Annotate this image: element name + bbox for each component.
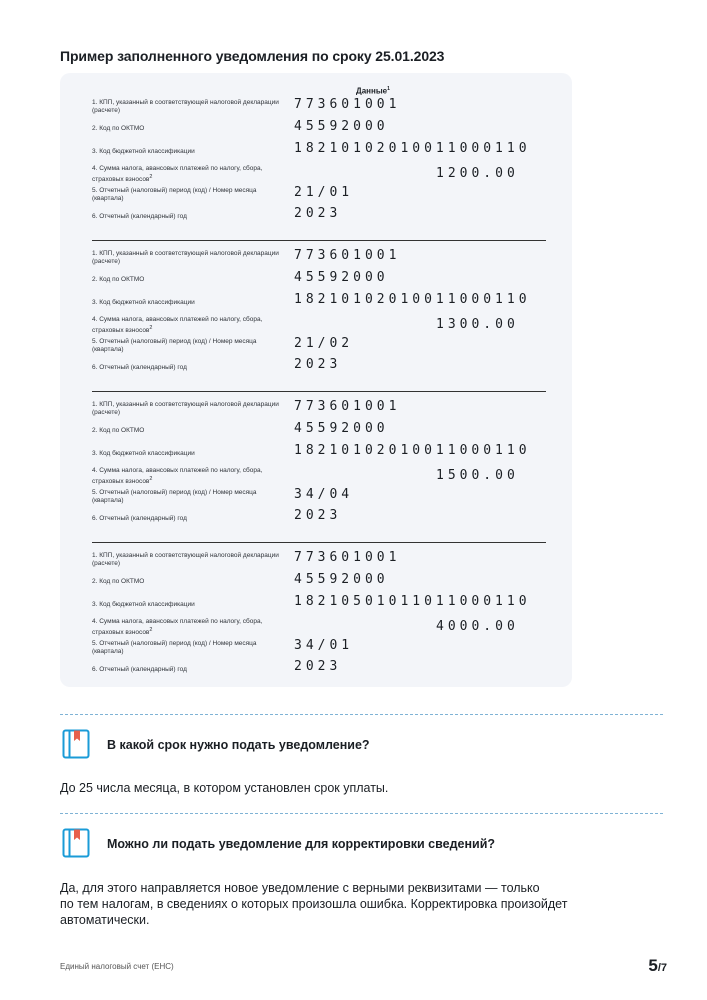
- value-sum: 4000.00: [436, 619, 519, 634]
- label-year: 6. Отчетный (календарный) год: [92, 515, 187, 522]
- label-kpp: 1. КПП, указанный в соответствующей налоговой декларации (расчете): [92, 99, 279, 114]
- value-kpp: 773601001: [294, 399, 401, 414]
- label-sum: 4. Сумма налога, авансовых платежей по налогу, сбора, страховых взносов$^2$: [92, 618, 263, 637]
- value-sum: 1300.00: [436, 317, 519, 332]
- label-kpp: 1. КПП, указанный в соответствующей налоговой декларации (расчете): [92, 250, 279, 265]
- footer-text: Единый налоговый счет (ЕНС): [60, 962, 174, 971]
- question-correction: Можно ли подать уведомление для корректировки сведений?: [107, 837, 496, 851]
- label-oktmo: 2. Код по ОКТМО: [92, 125, 145, 132]
- value-kbk: 18210501011011000110: [294, 594, 531, 609]
- value-year: 2023: [294, 206, 342, 221]
- form-block-2: [92, 246, 546, 385]
- data-column-header: Данные$^1$: [356, 86, 390, 96]
- answer-correction: Да, для этого направляется новое уведомление с верными реквизитами — только по тем налогам, в сведениях о которых произошла ошибка. Корректировка произойдет автоматически.: [60, 881, 568, 927]
- form-block-3: [92, 397, 546, 536]
- label-sum: 4. Сумма налога, авансовых платежей по налогу, сбора, страховых взносов$^2$: [92, 165, 263, 184]
- value-sum: 1200.00: [436, 166, 519, 181]
- value-sum: 1500.00: [436, 468, 519, 483]
- book-icon: [62, 729, 90, 759]
- value-year: 2023: [294, 357, 342, 372]
- label-kbk: 3. Код бюджетной классификации: [92, 601, 195, 608]
- block-divider: [92, 240, 546, 241]
- form-block-4: [92, 548, 546, 687]
- value-period: 34/04: [294, 487, 354, 502]
- label-oktmo: 2. Код по ОКТМО: [92, 427, 145, 434]
- form-block-1: [92, 95, 546, 234]
- value-period: 34/01: [294, 638, 354, 653]
- value-kbk: 18210102010011000110: [294, 141, 531, 156]
- label-year: 6. Отчетный (календарный) год: [92, 213, 187, 220]
- label-kbk: 3. Код бюджетной классификации: [92, 450, 195, 457]
- value-year: 2023: [294, 508, 342, 523]
- label-period: 5. Отчетный (налоговый) период (код) / Номер месяца (квартала): [92, 338, 257, 353]
- value-kbk: 18210102010011000110: [294, 292, 531, 307]
- label-sum: 4. Сумма налога, авансовых платежей по налогу, сбора, страховых взносов$^2$: [92, 467, 263, 486]
- value-kbk: 18210102010011000110: [294, 443, 531, 458]
- value-period: 21/01: [294, 185, 354, 200]
- label-kpp: 1. КПП, указанный в соответствующей налоговой декларации (расчете): [92, 552, 279, 567]
- label-year: 6. Отчетный (календарный) год: [92, 364, 187, 371]
- page-number: 5/7: [648, 956, 667, 975]
- block-divider: [92, 542, 546, 543]
- label-kbk: 3. Код бюджетной классификации: [92, 299, 195, 306]
- label-oktmo: 2. Код по ОКТМО: [92, 578, 145, 585]
- value-oktmo: 45592000: [294, 421, 389, 436]
- notification-form-sample: [60, 73, 572, 687]
- label-year: 6. Отчетный (календарный) год: [92, 666, 187, 673]
- label-kbk: 3. Код бюджетной классификации: [92, 148, 195, 155]
- book-icon: [62, 828, 90, 858]
- label-sum: 4. Сумма налога, авансовых платежей по налогу, сбора, страховых взносов$^2$: [92, 316, 263, 335]
- value-period: 21/02: [294, 336, 354, 351]
- question-deadline: В какой срок нужно подать уведомление?: [107, 738, 370, 752]
- label-kpp: 1. КПП, указанный в соответствующей налоговой декларации (расчете): [92, 401, 279, 416]
- block-divider: [92, 391, 546, 392]
- section-divider: [60, 714, 663, 715]
- value-year: 2023: [294, 659, 342, 674]
- answer-deadline: До 25 числа месяца, в котором установлен срок уплаты.: [60, 781, 389, 795]
- label-period: 5. Отчетный (налоговый) период (код) / Номер месяца (квартала): [92, 187, 257, 202]
- label-oktmo: 2. Код по ОКТМО: [92, 276, 145, 283]
- label-period: 5. Отчетный (налоговый) период (код) / Номер месяца (квартала): [92, 489, 257, 504]
- value-kpp: 773601001: [294, 248, 401, 263]
- value-kpp: 773601001: [294, 550, 401, 565]
- value-oktmo: 45592000: [294, 270, 389, 285]
- value-oktmo: 45592000: [294, 572, 389, 587]
- page-title: Пример заполненного уведомления по сроку 25.01.2023: [60, 48, 445, 64]
- label-period: 5. Отчетный (налоговый) период (код) / Номер месяца (квартала): [92, 640, 257, 655]
- value-kpp: 773601001: [294, 97, 401, 112]
- value-oktmo: 45592000: [294, 119, 389, 134]
- section-divider: [60, 813, 663, 814]
